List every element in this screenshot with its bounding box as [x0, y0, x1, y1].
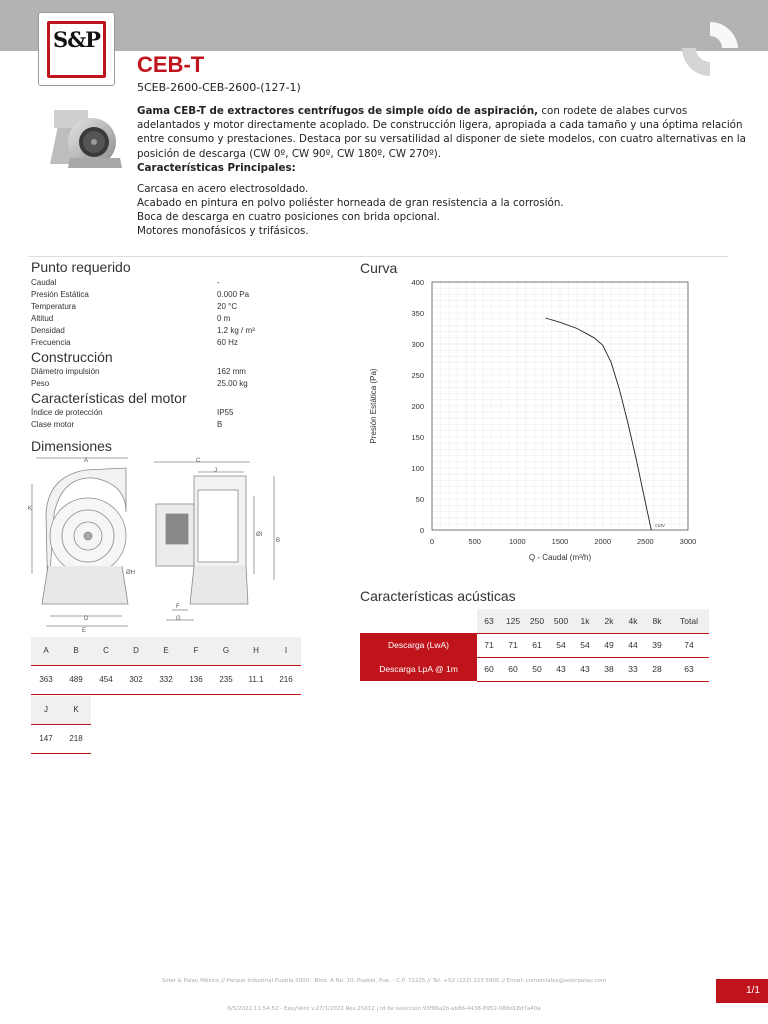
dim-header-cell: D	[121, 637, 151, 665]
spec-row: Índice de protección IP55	[31, 408, 234, 417]
spec-row: Altitud 0 m	[31, 314, 231, 323]
spec-row: Caudal -	[31, 278, 220, 287]
dim-value-cell: 235	[211, 665, 241, 694]
dim-header-cell: K	[61, 696, 91, 724]
page-number-badge: 1/1	[716, 979, 768, 1003]
spec-row: Peso 25.00 kg	[31, 379, 248, 388]
fan-curve-chart	[360, 272, 700, 572]
band-header: 2k	[597, 609, 621, 633]
footer-meta: 6/5/2022 11:54:52 - EasyVent v.27/1/2022 Rev.25012 | Id de selección 93f86a2b-ab86-4438-8952-088d18d7a40a	[227, 1006, 541, 1012]
acoustic-row	[360, 633, 709, 657]
product-code: 5CEB-2600-CEB-2600-(127-1)	[137, 81, 301, 94]
dim-label: D	[84, 616, 89, 622]
dim-label: B	[276, 538, 281, 544]
spec-row: Clase motor B	[31, 420, 223, 429]
acoustic-cell: 63	[669, 657, 709, 681]
band-header: 4k	[621, 609, 645, 633]
x-tick-label: 0	[429, 537, 435, 546]
fan-curve-line	[546, 318, 652, 530]
punto-requerido-heading: Punto requerido	[31, 259, 131, 275]
feature-item: Motores monofásicos y trifásicos.	[137, 225, 309, 237]
dimensions-table	[31, 637, 301, 695]
acusticas-heading: Características acústicas	[360, 588, 516, 604]
dim-header-cell: F	[181, 637, 211, 665]
acoustic-cell: 44	[621, 633, 645, 657]
acoustic-header-row	[360, 609, 709, 633]
acoustic-cell: 39	[645, 633, 669, 657]
acoustic-cell: 50	[525, 657, 549, 681]
y-tick-label: 250	[411, 371, 424, 380]
band-header: 8k	[645, 609, 669, 633]
dim-header-cell: E	[151, 637, 181, 665]
dim-label: ØH	[126, 570, 135, 576]
y-tick-label: 200	[411, 402, 424, 411]
spec-row: Presión Estática 0.000 Pa	[31, 290, 250, 299]
dimension-drawing	[28, 454, 328, 634]
acoustic-row-label: Descarga (LwA)	[360, 633, 477, 657]
acoustic-table	[360, 609, 709, 682]
dim-value-cell: 332	[151, 665, 181, 694]
dim-value-cell: 302	[121, 665, 151, 694]
dim-value-cell: 136	[181, 665, 211, 694]
footer-address: Soler & Palau México // Parque Industrial Puebla 2000 - Blvd. A No. 10, Puebla, Pue. - C.P. 72225 // Tel. +52 (222) 223 5900 // Email: comerciales@solerpalau.com	[161, 978, 607, 984]
acoustic-cell: 71	[501, 633, 525, 657]
y-tick-label: 100	[411, 464, 424, 473]
acoustic-cell: 54	[549, 633, 573, 657]
band-header: 250	[525, 609, 549, 633]
x-tick-label: 1000	[508, 537, 526, 546]
x-tick-label: 1500	[551, 537, 569, 546]
dimensions-table-2	[31, 696, 91, 754]
dim-label: J	[214, 468, 217, 474]
acoustic-cell: 60	[501, 657, 525, 681]
dim-value-cell: 216	[271, 665, 301, 694]
product-title: CEB-T	[137, 52, 205, 77]
features-list	[137, 182, 737, 238]
dim-label: F	[176, 604, 180, 610]
acoustic-row-label: Descarga LpA @ 1m	[360, 657, 477, 681]
brand-mark-icon	[678, 18, 744, 82]
acoustic-cell: 60	[477, 657, 501, 681]
acoustic-cell: 38	[597, 657, 621, 681]
acoustic-cell: 28	[645, 657, 669, 681]
acoustic-cell: 54	[573, 633, 597, 657]
curve-label: curv	[655, 523, 665, 529]
construccion-heading: Construcción	[31, 349, 113, 365]
dim-value-cell: 11.1	[241, 665, 271, 694]
band-header: 500	[549, 609, 573, 633]
dim-header-cell: A	[31, 637, 61, 665]
y-axis-label: Presión Estática (Pa)	[369, 368, 378, 444]
spec-row: Diámetro impulsión 162 mm	[31, 367, 246, 376]
dim-label: K	[28, 506, 33, 512]
spec-row: Frecuencia 60 Hz	[31, 338, 238, 347]
spec-row: Temperatura 20 °C	[31, 302, 238, 311]
x-tick-label: 3000	[679, 537, 697, 546]
section-divider	[28, 256, 728, 257]
dimensions-header-row	[31, 637, 301, 665]
acoustic-cell: 61	[525, 633, 549, 657]
dimensions-value-row	[31, 665, 301, 694]
x-axis-label: Q - Caudal (m³/h)	[528, 553, 592, 562]
y-tick-label: 400	[411, 278, 424, 287]
x-tick-label: 500	[468, 537, 481, 546]
y-tick-label: 150	[411, 433, 424, 442]
acoustic-row	[360, 657, 709, 681]
y-tick-labels	[411, 278, 424, 535]
fan-product-image	[40, 106, 130, 170]
dim-value-cell: 218	[61, 724, 91, 753]
dim-label: E	[82, 628, 87, 634]
spec-row: Densidad 1.2 kg / m³	[31, 326, 255, 335]
dimensiones-heading: Dimensiones	[31, 438, 112, 454]
dim-value-cell: 147	[31, 724, 61, 753]
motor-heading: Características del motor	[31, 390, 187, 406]
acoustic-cell: 43	[549, 657, 573, 681]
dim-label: ØI	[256, 532, 263, 538]
x-tick-label: 2500	[636, 537, 654, 546]
dim-header-cell: G	[211, 637, 241, 665]
dim-header-cell: J	[31, 696, 61, 724]
dim-header-cell: B	[61, 637, 91, 665]
dim-label: C	[196, 458, 201, 464]
chart-grid	[432, 282, 688, 530]
dim-value-cell: 454	[91, 665, 121, 694]
dim-label: G	[176, 616, 181, 622]
acoustic-cell: 74	[669, 633, 709, 657]
dim-value-cell: 363	[31, 665, 61, 694]
top-bar	[0, 0, 768, 51]
dim-value-cell: 489	[61, 665, 91, 694]
band-header: 63	[477, 609, 501, 633]
y-tick-label: 50	[415, 495, 424, 504]
band-header: Total	[669, 609, 709, 633]
dimensions-header-row	[31, 696, 91, 724]
band-header: 1k	[573, 609, 597, 633]
band-header: 125	[501, 609, 525, 633]
acoustic-cell: 33	[621, 657, 645, 681]
acoustic-cell: 43	[573, 657, 597, 681]
dim-label: A	[84, 458, 89, 464]
y-tick-label: 350	[411, 309, 424, 318]
y-tick-label: 0	[419, 526, 424, 535]
feature-item: Carcasa en acero electrosoldado.	[137, 183, 309, 195]
acoustic-cell: 71	[477, 633, 501, 657]
dim-header-cell: H	[241, 637, 271, 665]
x-tick-labels	[430, 537, 696, 546]
feature-item: Boca de descarga en cuatro posiciones con brida opcional.	[137, 211, 440, 223]
dim-header-cell: C	[91, 637, 121, 665]
dim-header-cell: I	[271, 637, 301, 665]
feature-item: Acabado en pintura en polvo poliéster horneada de gran resistencia a la corrosión.	[137, 197, 564, 209]
brand-logo: S&P	[38, 12, 115, 86]
curva-heading: Curva	[360, 260, 398, 276]
y-tick-label: 300	[411, 340, 424, 349]
dimensions-value-row	[31, 724, 91, 753]
x-tick-label: 2000	[594, 537, 612, 546]
product-description: Gama CEB-T de extractores centrífugos de simple oído de aspiración, con rodete de alabes curvos adelantados y motor directamente acoplado. De construcción ligera, apropiada a cada tamaño y una óptima relación entre consumo y prestaciones. Destaca por su versatilidad al disponer de siete modelos, con cuatro alternativas en la posición de descarga (CW 0º, CW 90º, CW 180º, CW 270º). Características Principales:	[137, 105, 746, 174]
acoustic-cell: 49	[597, 633, 621, 657]
